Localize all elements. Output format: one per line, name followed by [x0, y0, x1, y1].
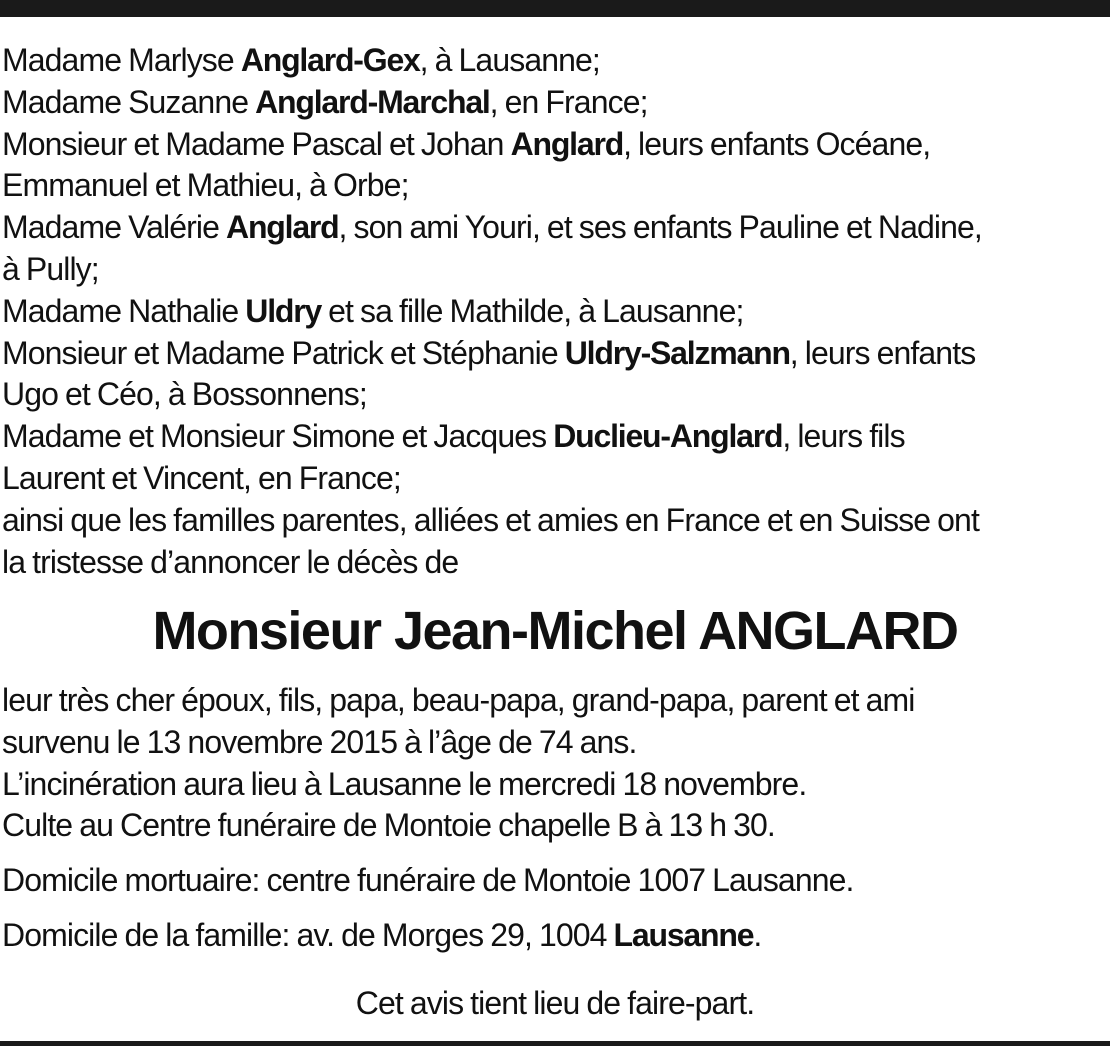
family-line: Madame Nathalie Uldry et sa fille Mathilde, à Lausanne; [2, 292, 744, 329]
detail-line: Culte au Centre funéraire de Montoie chapelle B à 13 h 30. [2, 807, 775, 844]
family-line: Ugo et Céo, à Bossonnens; [2, 376, 367, 413]
deceased-name: Monsieur Jean-Michel ANGLARD [152, 601, 958, 661]
family-list [2, 40, 1108, 583]
family-line: ainsi que les familles parentes, alliées et amies en France et en Suisse ont [2, 501, 979, 538]
family-line: Laurent et Vincent, en France; [2, 459, 401, 496]
family-line: Monsieur et Madame Patrick et Stéphanie Uldry-Salzmann, leurs enfants [2, 334, 976, 371]
closing-note: Cet avis tient lieu de faire-part. [355, 985, 755, 1021]
family-surname: Uldry [245, 292, 322, 329]
family-line: Madame Valérie Anglard, son ami Youri, et ses enfants Pauline et Nadine, [2, 209, 982, 246]
family-line: la tristesse d’annoncer le décès de [2, 543, 459, 580]
family-line: Monsieur et Madame Pascal et Johan Anglard, leurs enfants Océane, [2, 125, 931, 162]
bottom-rule [0, 1041, 1110, 1046]
detail-line: survenu le 13 novembre 2015 à l’âge de 74 ans. [2, 723, 637, 760]
top-rule [0, 0, 1110, 17]
details-section [2, 680, 1108, 957]
family-line: Madame Suzanne Anglard-Marchal, en France; [2, 83, 648, 120]
family-line: Emmanuel et Mathieu, à Orbe; [2, 167, 409, 204]
family-surname: Uldry-Salzmann [564, 334, 790, 371]
family-surname: Duclieu-Anglard [553, 418, 783, 455]
family-line: Madame et Monsieur Simone et Jacques Duclieu-Anglard, leurs fils [2, 418, 905, 455]
family-city: Lausanne [613, 916, 754, 953]
detail-line: Domicile mortuaire: centre funéraire de Montoie 1007 Lausanne. [2, 862, 854, 899]
detail-line: Domicile de la famille: av. de Morges 29, 1004 Lausanne. [2, 916, 762, 953]
family-surname: Anglard-Marchal [255, 83, 490, 120]
detail-line: L’incinération aura lieu à Lausanne le mercredi 18 novembre. [2, 765, 807, 802]
family-line: à Pully; [2, 250, 99, 287]
family-surname: Anglard-Gex [240, 42, 420, 78]
family-surname: Anglard [510, 125, 624, 162]
detail-line: leur très cher époux, fils, papa, beau-papa, grand-papa, parent et ami [2, 682, 915, 718]
family-surname: Anglard [226, 209, 339, 246]
family-line: Madame Marlyse Anglard-Gex, à Lausanne; [2, 42, 600, 78]
